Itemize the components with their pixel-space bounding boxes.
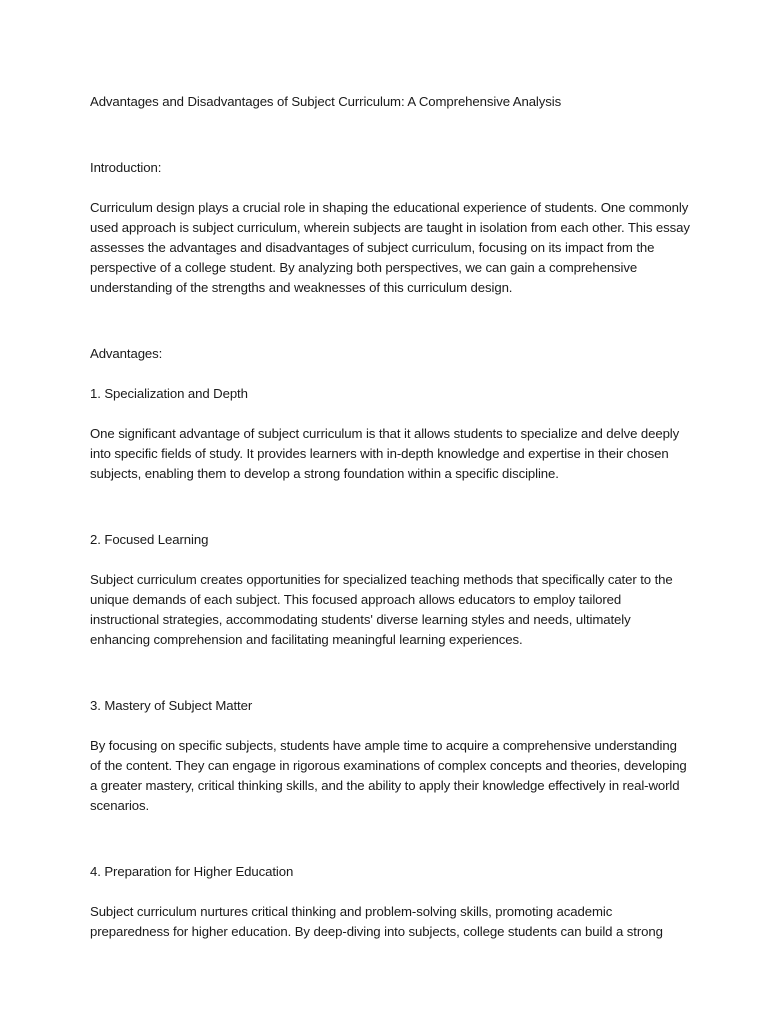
section-paragraph-4: Subject curriculum nurtures critical thinking and problem-solving skills, promoting academic preparedness for higher education. By deep-diving into subjects, college students can build a strong <box>90 904 663 939</box>
document-title: Advantages and Disadvantages of Subject Curriculum: A Comprehensive Analysis <box>90 94 562 109</box>
advantages-heading: Advantages: <box>90 346 163 361</box>
intro-paragraph: Curriculum design plays a crucial role in shaping the educational experience of students. One commonly used approach is subject curriculum, wherein subjects are taught in isolation from each other. This essay assesses the advantages and disadvantages of subject curriculum, focusing on its impact from the perspective of a college student. By analyzing both perspectives, we can gain a comprehensive understanding of the strengths and weaknesses of this curriculum design. <box>90 200 690 295</box>
section-heading-1: 1. Specialization and Depth <box>90 386 248 401</box>
section-heading-4: 4. Preparation for Higher Education <box>90 864 294 879</box>
document-body <box>90 92 690 962</box>
intro-heading: Introduction: <box>90 160 162 175</box>
section-paragraph-2: Subject curriculum creates opportunities for specialized teaching methods that specifically cater to the unique demands of each subject. This focused approach allows educators to employ tailored instructional strategies, accommodating students' diverse learning styles and needs, ultimately enhancing comprehension and facilitating meaningful learning experiences. <box>90 572 673 647</box>
section-paragraph-3: By focusing on specific subjects, students have ample time to acquire a comprehensive understanding of the content. They can engage in rigorous examinations of complex concepts and theories, developing a greater mastery, critical thinking skills, and the ability to apply their knowledge effectively in real-world scenarios. <box>90 738 687 813</box>
section-paragraph-1: One significant advantage of subject curriculum is that it allows students to specialize and delve deeply into specific fields of study. It provides learners with in-depth knowledge and expertise in their chosen subjects, enabling them to develop a strong foundation within a specific discipline. <box>90 426 680 481</box>
section-heading-2: 2. Focused Learning <box>90 532 209 547</box>
section-heading-3: 3. Mastery of Subject Matter <box>90 698 253 713</box>
